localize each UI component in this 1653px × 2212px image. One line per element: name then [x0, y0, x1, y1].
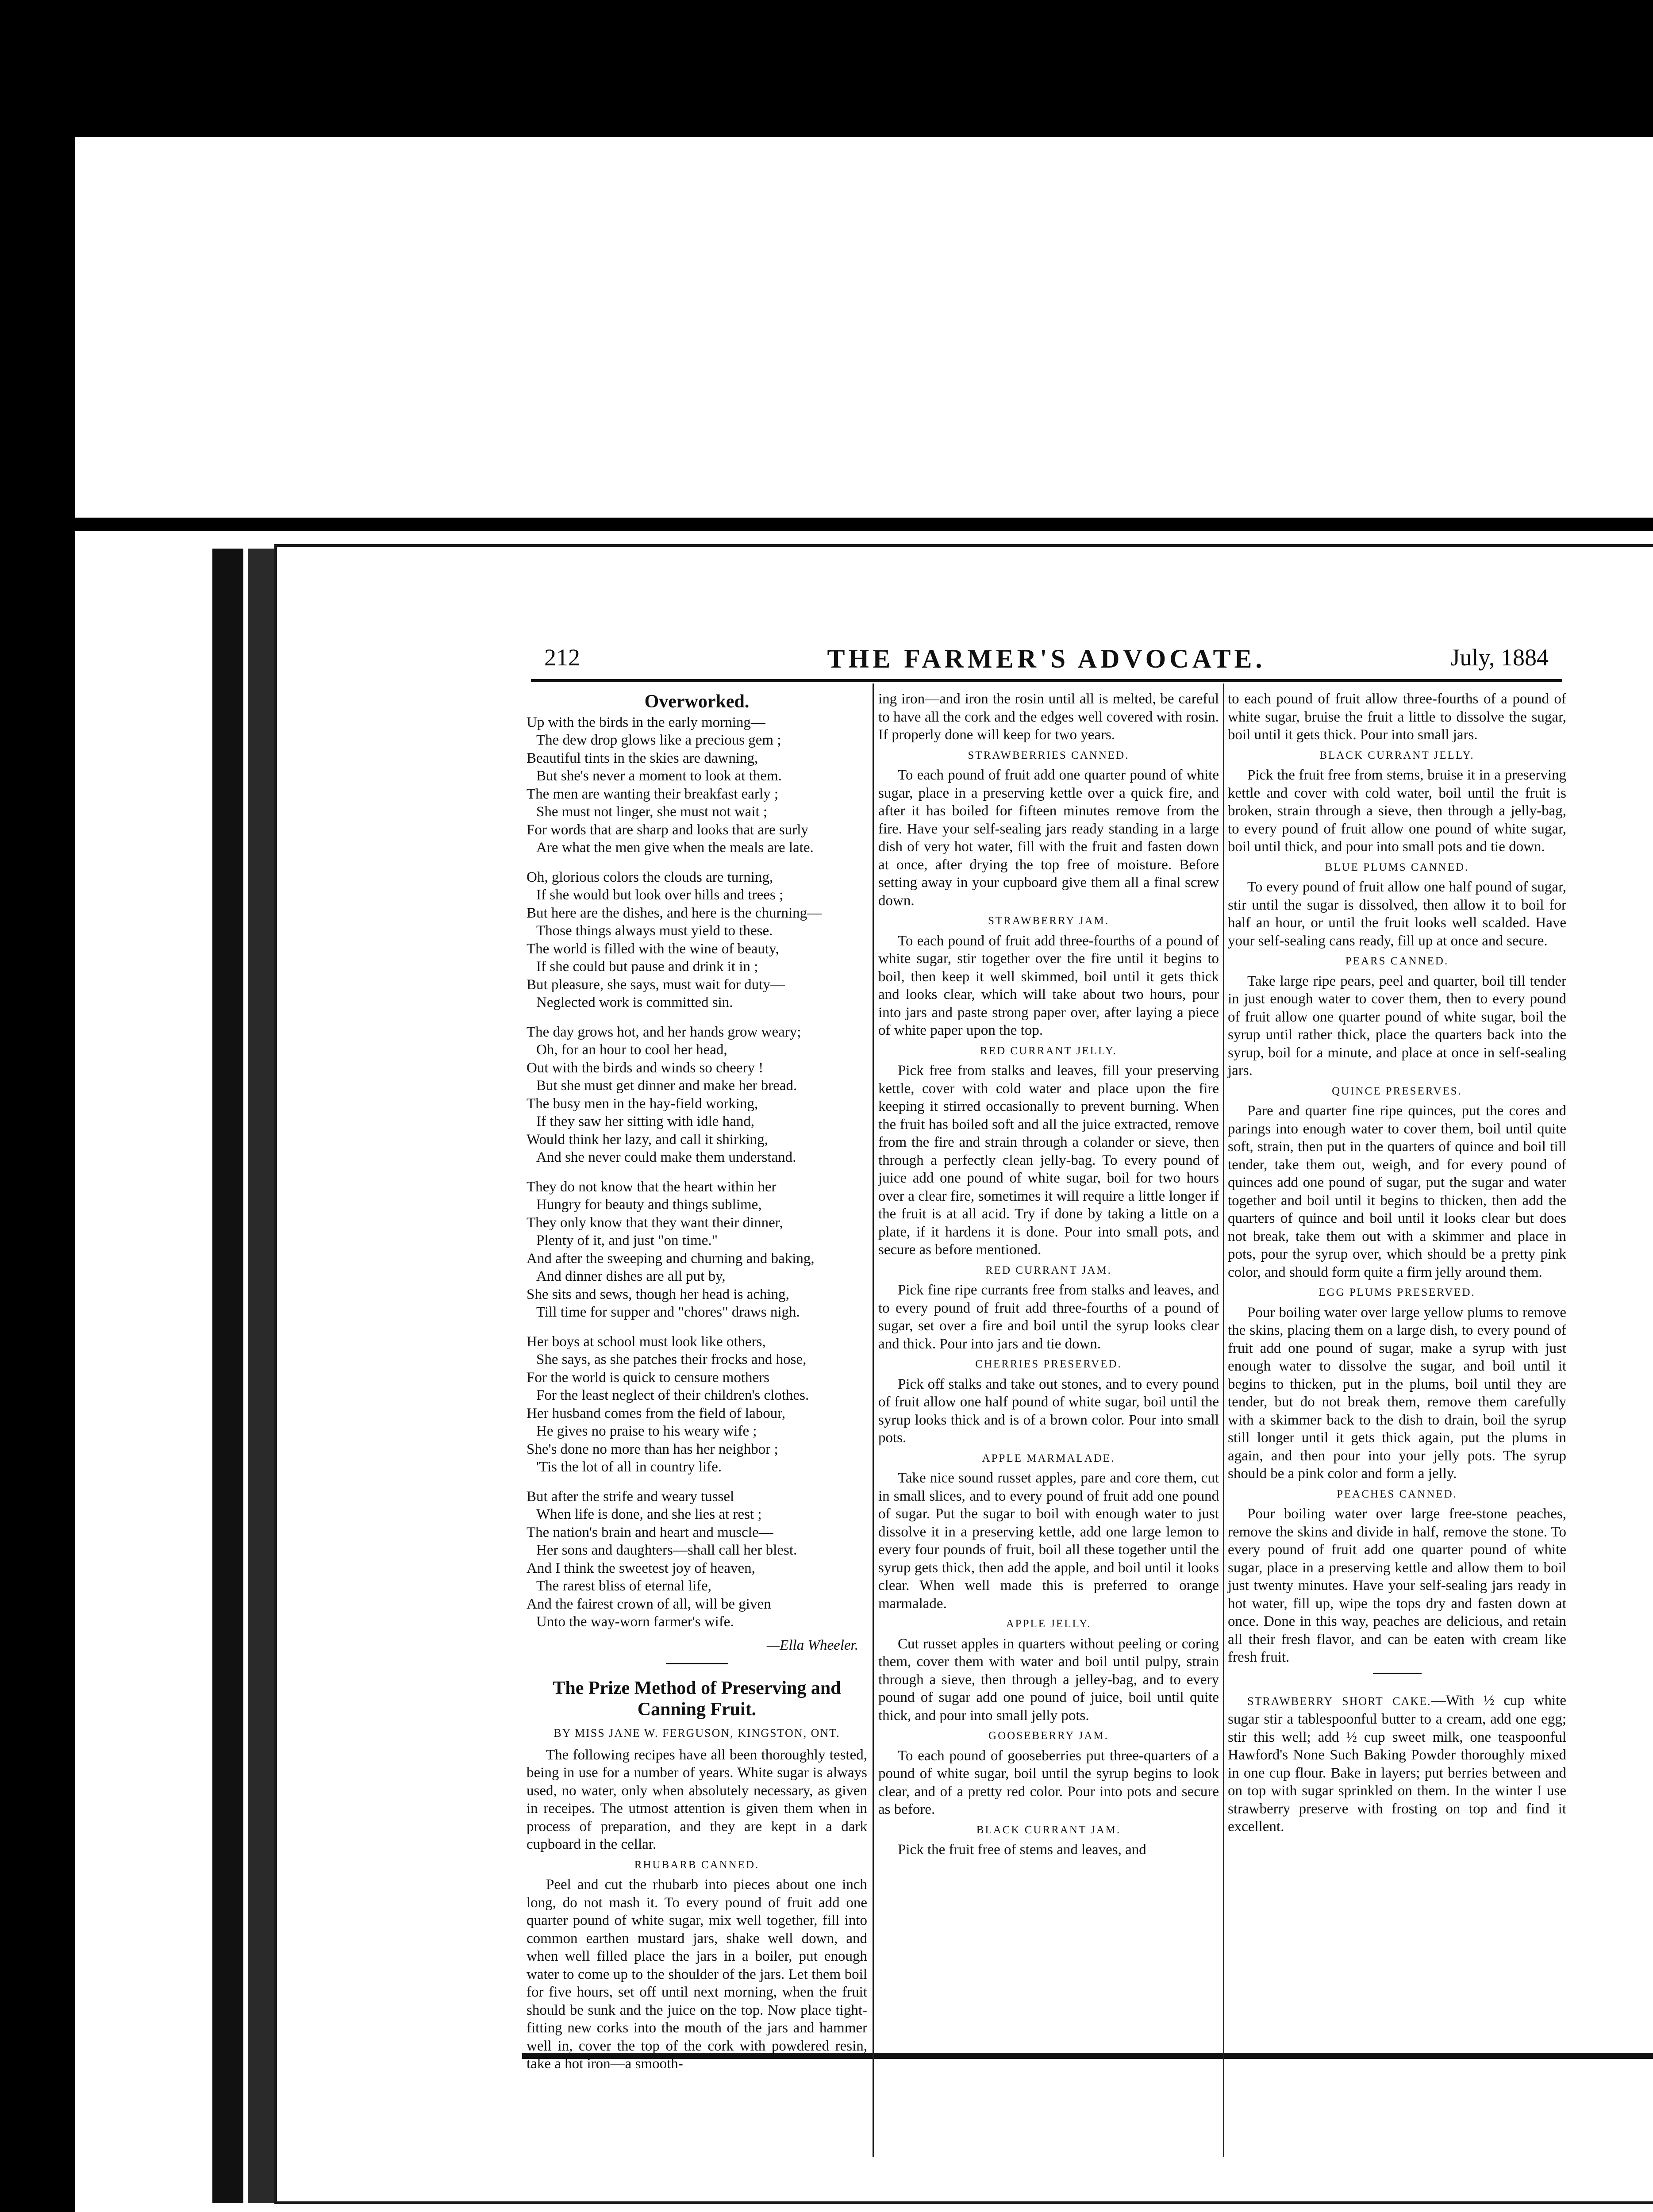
- poem-line: She's done no more than has her neighbor ;: [527, 1441, 778, 1457]
- poem-line: And I think the sweetest joy of heaven,: [527, 1560, 755, 1576]
- recipe-text: To every pound of fruit allow one half pound of sugar, stir until the sugar is dissolved, then allow it to boil for half an hour, or until the fruit looks well scalded. Have your self-sealing cans ready, fill up at once and secure.: [1228, 879, 1566, 949]
- recipe-text: Pour boiling water over large yellow plums to remove the skins, placing them on a large dish, to every pound of fruit add one pound of sugar, make a syrup with just enough water to dissolve the sugar, and boil until it begins to thicken, put in the plums, boil until they are tender, but do not break them, remove them carefully with a skimmer back to the dish to drain, boil the syrup still longer until it gets thick again, put the plums in again, and then pour into your jelly pots. The syrup should be a pink color and form a jelly.: [1228, 1304, 1566, 1482]
- poem-line: He gives no praise to his weary wife ;: [536, 1423, 757, 1439]
- poem-line: They do not know that the heart within her: [527, 1179, 777, 1195]
- poem-line: Her sons and daughters—shall call her blest.: [536, 1542, 797, 1558]
- poem-line: For the world is quick to censure mothers: [527, 1369, 769, 1386]
- poem-line: For words that are sharp and looks that are surly: [527, 822, 808, 838]
- divider: [1373, 1673, 1422, 1674]
- poem-stanza: [527, 1333, 867, 1476]
- header-rule: [531, 679, 1562, 682]
- page-number: 212: [544, 644, 580, 671]
- recipe-heading: PEACHES CANNED.: [1337, 1488, 1457, 1500]
- poem-line: If she would but look over hills and trees ;: [536, 887, 784, 903]
- recipe-text: to each pound of fruit allow three-fourths of a pound of white sugar, bruise the fruit a little to dissolve the sugar, boil until it gets thick. Pour into small jars.: [1228, 691, 1566, 743]
- poem-line: The dew drop glows like a precious gem ;: [536, 732, 781, 748]
- poem-line: She must not linger, she must not wait ;: [536, 804, 768, 820]
- recipe-heading: BLACK CURRANT JELLY.: [1319, 749, 1475, 761]
- divider: [666, 1663, 728, 1664]
- poem-line: If they saw her sitting with idle hand,: [536, 1114, 755, 1129]
- poem-line: She sits and sews, though her head is aching,: [527, 1286, 789, 1302]
- poem-line: The busy men in the hay-field working,: [527, 1095, 758, 1112]
- recipe-heading: GOOSEBERRY JAM.: [988, 1730, 1109, 1742]
- poem-line: 'Tis the lot of all in country life.: [536, 1459, 722, 1475]
- masthead-title: THE FARMER'S ADVOCATE.: [827, 644, 1266, 673]
- poem-line: The world is filled with the wine of beauty,: [527, 941, 779, 957]
- poem-line: And dinner dishes are all put by,: [536, 1268, 726, 1284]
- poem-line: And the fairest crown of all, will be given: [527, 1596, 771, 1612]
- poem-line: But pleasure, she says, must wait for duty—: [527, 976, 785, 993]
- poem-line: If she could but pause and drink it in ;: [536, 959, 758, 975]
- poem-line: Her boys at school must look like others,: [527, 1333, 766, 1350]
- column-2: [878, 690, 1219, 1859]
- poem-line: The day grows hot, and her hands grow weary;: [527, 1024, 801, 1040]
- recipe-heading: PEARS CANNED.: [1345, 955, 1449, 967]
- poem-line: Till time for supper and "chores" draws nigh.: [536, 1304, 800, 1320]
- poem-line: For the least neglect of their children's clothes.: [536, 1387, 809, 1403]
- column-3: [1228, 690, 1566, 1836]
- poem-stanza: [527, 1488, 867, 1631]
- recipe-heading: STRAWBERRY JAM.: [988, 915, 1110, 927]
- poem-line: The nation's brain and heart and muscle—: [527, 1524, 773, 1540]
- poem-line: Beautiful tints in the skies are dawning,: [527, 750, 758, 766]
- recipe-text: Cut russet apples in quarters without peeling or coring them, cover them with water and boil until pulpy, strain through a sieve, then through a jelley-bag, and to every pound of sugar add one pound of juice, boil until quite thick, and pour into small jelly pots.: [878, 1636, 1219, 1724]
- recipe-heading: QUINCE PRESERVES.: [1332, 1085, 1462, 1097]
- recipe-text: Pare and quarter fine ripe quinces, put the cores and parings into enough water to cover them, boil until quite soft, strain, then put in the quarters of quince and boil till tender, take them out, weigh, and for every pound of quinces add one pound of sugar, put the sugar and water together and boil until it begins to thicken, then add the quarters of quince and boil until it looks clear but does not break, take them out with a skimmer and place in pots, pour the syrup over, which should be a pretty pink color, and should form quite a firm jelly around them.: [1228, 1103, 1566, 1280]
- recipe-text: ing iron—and iron the rosin until all is melted, be careful to have all the cork and the edges well covered with rosin. If properly done will keep for two years.: [878, 691, 1219, 743]
- poem-line: But after the strife and weary tussel: [527, 1488, 734, 1505]
- page-bottom-edge: [522, 2053, 1653, 2192]
- recipe-text: Pick the fruit free of stems and leaves, and: [898, 1842, 1146, 1858]
- shortcake-text: —With ½ cup white sugar stir a tablespoonful butter to a cream, add one egg; stir this well; add ½ cup sweet milk, one teaspoonful Hawford's None Such Baking Powder thoroughly mixed in one cup flour. Bake in layers; put berries between and on top with sugar sprinkled on them. In the winter I use strawberry preserve with frosting on top and find it excellent.: [1228, 1692, 1566, 1835]
- poem-line: But she's never a moment to look at them.: [536, 768, 782, 784]
- recipe-text: To each pound of gooseberries put three-quarters of a pound of white sugar, boil until the syrup begins to look clear, and of a pretty red color. Pour into pots and secure as before.: [878, 1747, 1219, 1817]
- poem-line: Plenty of it, and just "on time.": [536, 1233, 718, 1248]
- recipe-heading: EGG PLUMS PRESERVED.: [1319, 1286, 1476, 1298]
- poem-line: They only know that they want their dinner,: [527, 1214, 783, 1231]
- recipe-heading: APPLE JELLY.: [1006, 1618, 1092, 1630]
- poem-line: Would think her lazy, and call it shirking,: [527, 1131, 768, 1148]
- poem-line: Oh, glorious colors the clouds are turning,: [527, 869, 773, 885]
- shortcake-lead: STRAWBERRY SHORT CAKE.: [1247, 1694, 1431, 1708]
- recipe-text: Take large ripe pears, peel and quarter, boil till tender in just enough water to cover them, then to every pound of fruit allow one quarter pound of white sugar, boil the syrup until rather thick, place the quarters back into the syrup, boil for a minute, and place at once in self-sealing jars.: [1228, 973, 1566, 1079]
- poem-line: Those things always must yield to these.: [536, 923, 773, 939]
- poem-line: The rarest bliss of eternal life,: [536, 1578, 711, 1594]
- poem-line: Hungry for beauty and things sublime,: [536, 1197, 762, 1213]
- issue-date: July, 1884: [1450, 644, 1549, 671]
- article-title: The Prize Method of Preserving and Canning Fruit.: [553, 1678, 841, 1720]
- recipe-text: Pick free from stalks and leaves, fill your preserving kettle, cover with cold water and place upon the fire keeping it stirred occasionally to prevent burning. When the fruit has boiled soft and all the juice extracted, remove from the fire and strain through a colander or sieve, then through a perfectly clean jelly-bag. To every pound of juice add one pound of white sugar, boil for two hours over a clear fire, sometimes it will require a little longer if the fruit is at all acid. Try if done by taking a little on a plate, if it hardens it is done. Pour into small pots, and secure as before mentioned.: [878, 1063, 1219, 1258]
- page-top-edge: [75, 518, 1653, 531]
- recipe-heading: CHERRIES PRESERVED.: [975, 1358, 1122, 1370]
- poem-stanza: [527, 714, 867, 857]
- poem-line: And after the sweeping and churning and baking,: [527, 1250, 815, 1267]
- recipe-heading: BLACK CURRANT JAM.: [976, 1824, 1121, 1836]
- recipe-text: Peel and cut the rhubarb into pieces about one inch long, do not mash it. To every pound of fruit add one quarter pound of white sugar, mix well together, fill into common earthen mustard jars, shake well down, and when well filled place the jars in a boiler, put enough water to come up to the shoulder of the jars. Let them boil for five hours, set off until next morning, when the fruit should be sunk and the juice on the top. Now place tight-fitting new corks into the mouth of the jars and hammer well in, cover the top of the cork with powdered resin, take a hot iron—a smooth-: [527, 1877, 867, 2072]
- poem-line: And she never could make them understand.: [536, 1149, 796, 1165]
- recipe-heading: RED CURRANT JELLY.: [980, 1045, 1117, 1057]
- poem-line: But she must get dinner and make her bread.: [536, 1078, 797, 1094]
- poem-line: Oh, for an hour to cool her head,: [536, 1042, 727, 1058]
- recipe-text: Pick off stalks and take out stones, and to every pound of fruit allow one half pound of white sugar, boil until the syrup looks thick and is of a brown color. Pour into small pots.: [878, 1376, 1219, 1446]
- book-binding-inner: [248, 549, 274, 2203]
- recipe-text: Take nice sound russet apples, pare and core them, cut in small slices, and to every pound of fruit add one pound of sugar. Put the sugar to boil with enough water to just dissolve it in a preserving kettle, add one large lemon to every four pounds of fruit, boil all these together until the syrup gets thick, then add the apple, and boil until it looks clear. When well made this is preferred to orange marmalade.: [878, 1470, 1219, 1612]
- poem-title: Overworked.: [644, 691, 750, 712]
- recipe-heading: BLUE PLUMS CANNED.: [1325, 861, 1469, 873]
- poem-stanza: [527, 1178, 867, 1321]
- book-binding: [212, 549, 243, 2203]
- poem-line: The men are wanting their breakfast early ;: [527, 786, 778, 802]
- recipe-text: Pour boiling water over large free-stone peaches, remove the skins and divide in half, remove the stone. To every pound of fruit add one quarter pound of white sugar, place in a preserving kettle and allow them to boil just twenty minutes. Have your self-sealing jars ready in hot water, fill up, wipe the tops dry and fasten down at once. Done in this way, peaches are delicious, and retain all their fresh flavor, and can be eaten with cream like fresh fruit.: [1228, 1506, 1566, 1665]
- recipe-heading: STRAWBERRIES CANNED.: [968, 749, 1130, 761]
- column-rule-1: [873, 684, 874, 2157]
- column-1: [527, 690, 867, 2073]
- column-rule-2: [1223, 684, 1224, 2157]
- poem-stanza: [527, 868, 867, 1012]
- poem-line: Her husband comes from the field of labour,: [527, 1405, 786, 1421]
- poem-line: When life is done, and she lies at rest ;: [536, 1506, 762, 1522]
- poem-line: Are what the men give when the meals are late.: [536, 840, 814, 856]
- poem-line: Neglected work is committed sin.: [536, 995, 733, 1010]
- recipe-text: Pick the fruit free from stems, bruise it in a preserving kettle and cover with cold water, boil until the fruit is broken, strain through a sieve, then through a jelly-bag, to every pound of fruit allow one pound of white sugar, boil until thick, and pour into small pots and tie down.: [1228, 767, 1566, 855]
- recipe-heading: APPLE MARMALADE.: [982, 1452, 1115, 1464]
- page-header: [544, 644, 1549, 675]
- recipe-text: To each pound of fruit add one quarter pound of white sugar, place in a preserving kettle over a quick fire, and after it has boiled for fifteen minutes remove from the fire. Have your self-sealing jars ready standing in a large dish of very hot water, fill with the fruit and fasten down at once, after drying the top free of moisture. Before setting away in your cupboard give them all a final screw down.: [878, 767, 1219, 909]
- shortcake-recipe: [1228, 1692, 1566, 1836]
- article-intro: The following recipes have all been thoroughly tested, being in use for a number of years. White sugar is always used, no water, only when absolutely necessary, as given in receipes. The utmost attention is given them when in process of preparation, and they are kept in a dark cupboard in the cellar.: [527, 1747, 867, 1852]
- recipe-heading: RED CURRANT JAM.: [985, 1264, 1112, 1276]
- poem-line: Up with the birds in the early morning—: [527, 714, 765, 730]
- poem-stanza: [527, 1023, 867, 1167]
- poem-signature: —Ella Wheeler.: [766, 1637, 858, 1653]
- poem-line: Out with the birds and winds so cheery !: [527, 1060, 764, 1076]
- poem-line: She says, as she patches their frocks and hose,: [536, 1352, 807, 1367]
- recipe-heading: RHUBARB CANNED.: [634, 1859, 760, 1871]
- recipe-text: Pick fine ripe currants free from stalks and leaves, and to every pound of fruit add three-fourths of a pound of sugar, set over a fire and boil until the syrup looks clear and thick. Pour into jars and tie down.: [878, 1282, 1219, 1352]
- poem-line: But here are the dishes, and here is the churning—: [527, 905, 822, 921]
- article-byline: BY MISS JANE W. FERGUSON, KINGSTON, ONT.: [554, 1727, 840, 1740]
- poem-line: Unto the way-worn farmer's wife.: [536, 1614, 734, 1630]
- recipe-text: To each pound of fruit add three-fourths of a pound of white sugar, stir together over the fire until it begins to boil, then keep it well skimmed, boil until it gets thick and looks clear, which will take about two hours, pour into jars and paste strong paper over, after laying a piece of white paper upon the top.: [878, 933, 1219, 1038]
